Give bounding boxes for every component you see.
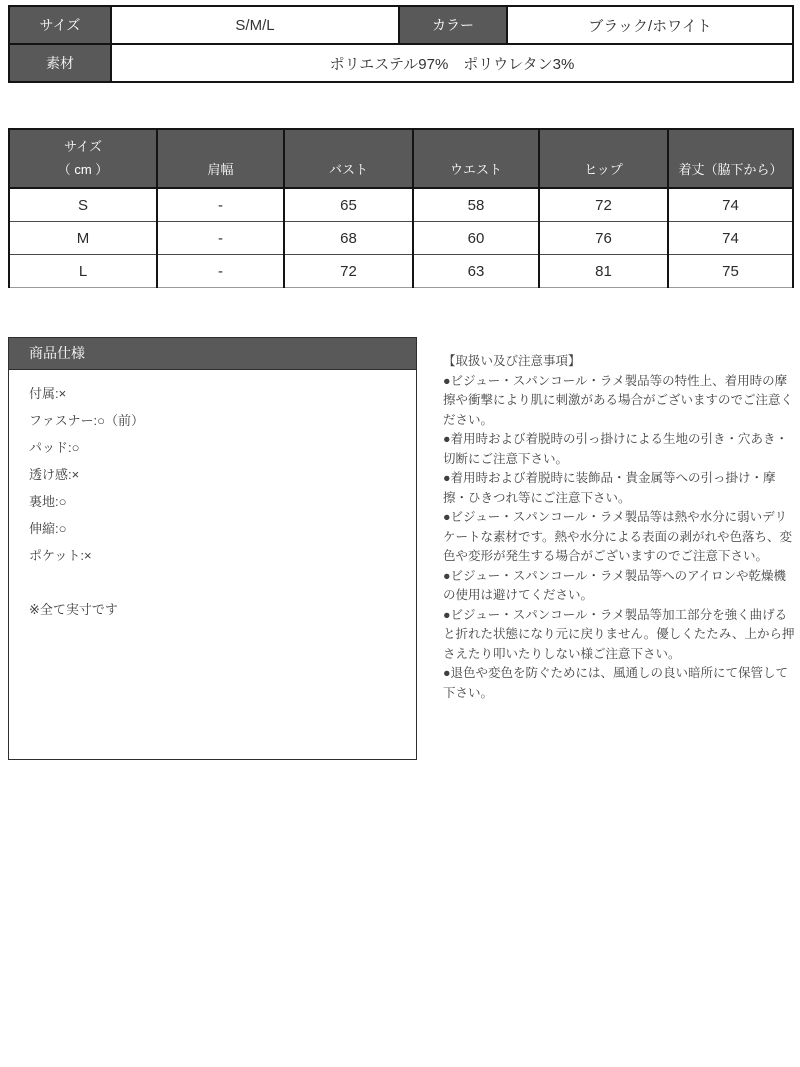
info-row-material [9, 44, 793, 82]
spec-item-pocket: ポケット:× [29, 548, 92, 563]
bust-cell: 72 [284, 255, 413, 288]
length-cell: 75 [668, 255, 793, 288]
info-row-size-color [9, 6, 793, 44]
spec-item-accessory: 付属:× [29, 386, 67, 401]
note-item: ●退色や変色を防ぐためには、風通しの良い暗所にて保管して下さい。 [443, 666, 789, 700]
color-label-cell: カラー [399, 6, 507, 44]
waist-cell: 63 [413, 255, 539, 288]
product-spec-list [9, 370, 416, 623]
size-chart-header-size-cm [9, 129, 157, 188]
product-spec-box [8, 337, 417, 760]
spec-item-sheerness: 透け感:× [29, 467, 80, 482]
size-chart-header-size-line1: サイズ [64, 139, 102, 155]
material-label-cell: 素材 [9, 44, 111, 82]
shoulder-cell: - [157, 222, 284, 255]
spec-item-pad: パッド:○ [29, 440, 80, 455]
spec-footnote: ※全て実寸です [29, 602, 118, 617]
size-chart-table [8, 128, 794, 288]
length-cell: 74 [668, 222, 793, 255]
hip-cell: 81 [539, 255, 668, 288]
hip-cell: 76 [539, 222, 668, 255]
size-chart-header-shoulder: 肩幅 [157, 129, 284, 188]
hip-cell: 72 [539, 188, 668, 222]
size-cell: M [9, 222, 157, 255]
size-chart-header-hip: ヒップ [539, 129, 668, 188]
size-value-cell: S/M/L [111, 6, 399, 44]
bust-cell: 65 [284, 188, 413, 222]
shoulder-cell: - [157, 188, 284, 222]
product-info-table [8, 5, 794, 83]
bust-cell: 68 [284, 222, 413, 255]
waist-cell: 58 [413, 188, 539, 222]
note-item: ●着用時および着脱時の引っ掛けによる生地の引き・穴あき・切断にご注意下さい。 [443, 432, 789, 466]
size-chart-header-length: 着丈（脇下から） [668, 129, 793, 188]
size-label-cell: サイズ [9, 6, 111, 44]
handling-notes-section [443, 352, 797, 703]
size-cell: S [9, 188, 157, 222]
color-value-cell: ブラック/ホワイト [507, 6, 793, 44]
length-cell: 74 [668, 188, 793, 222]
size-chart-header-size-line2: （ cm ） [57, 161, 109, 177]
handling-notes-heading: 【取扱い及び注意事項】 [443, 354, 581, 368]
size-cell: L [9, 255, 157, 288]
spec-item-fastener: ファスナー:○（前） [29, 413, 144, 428]
note-item: ●ビジュー・スパンコール・ラメ製品等へのアイロンや乾燥機の使用は避けてください。 [443, 568, 787, 602]
spec-item-stretch: 伸縮:○ [29, 521, 67, 536]
material-value-cell: ポリエステル97% ポリウレタン3% [111, 44, 793, 82]
shoulder-cell: - [157, 255, 284, 288]
note-item: ●ビジュー・スパンコール・ラメ製品等は熱や水分に弱いデリケートな素材です。熱や水分による表面の剥がれや色落ち、変色や変形が発生する場合がございますのでご注意下さい。 [443, 510, 793, 563]
note-item: ●着用時および着脱時に装飾品・貴金属等への引っ掛け・摩擦・ひきつれ等にご注意下さい。 [443, 471, 776, 505]
size-chart-header-waist: ウエスト [413, 129, 539, 188]
size-chart-header-bust: バスト [284, 129, 413, 188]
size-chart-row-m [9, 222, 793, 255]
note-item: ●ビジュー・スパンコール・ラメ製品等加工部分を強く曲げると折れた状態になり元に戻りません。優しくたたみ、上から押さえたり叩いたりしない様ご注意下さい。 [443, 607, 795, 661]
size-chart-row-s [9, 188, 793, 222]
note-item: ●ビジュー・スパンコール・ラメ製品等の特性上、着用時の摩擦や衝撃により肌に刺激がある場合がございますのでご注意ください。 [443, 373, 794, 427]
spec-item-lining: 裏地:○ [29, 494, 67, 509]
size-chart-header-row [9, 129, 793, 188]
size-chart-row-l [9, 255, 793, 288]
product-spec-title: 商品仕様 [9, 338, 416, 370]
waist-cell: 60 [413, 222, 539, 255]
